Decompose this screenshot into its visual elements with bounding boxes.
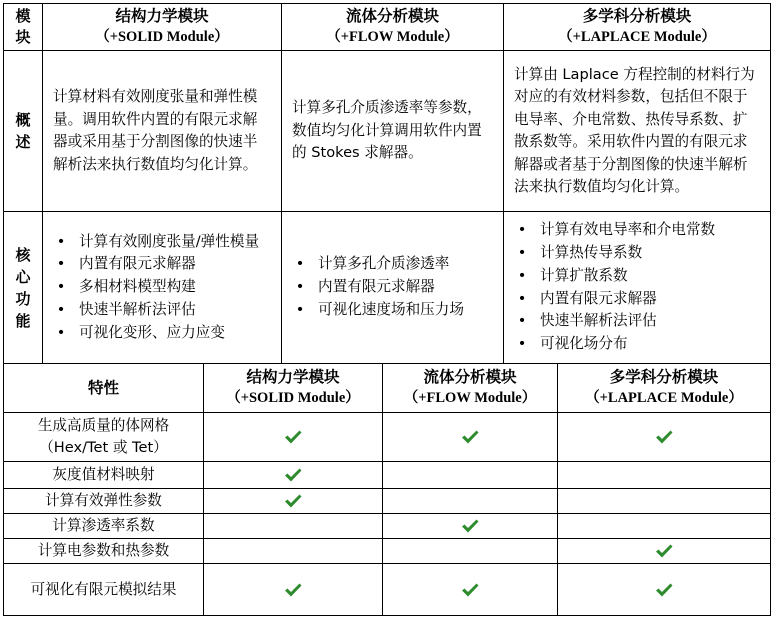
bullet-text: 计算热传导系数 — [540, 243, 643, 261]
checkmark-icon — [460, 581, 480, 599]
feature-bullet-item — [292, 253, 493, 276]
header-structure-module — [43, 4, 281, 50]
feature-check-cell — [383, 489, 557, 513]
core-flow-cell — [282, 212, 503, 363]
core-laplace-list — [514, 219, 760, 356]
feature-label: 计算渗透率系数 — [52, 517, 155, 534]
bullet-icon: • — [517, 335, 527, 353]
bullet-text: 计算有效刚度张量/弹性模量 — [79, 232, 260, 250]
feature-check-cell — [204, 413, 382, 461]
feature-bullet-item — [514, 288, 760, 311]
feature-row-label — [4, 462, 203, 488]
features-col-structure — [204, 364, 382, 412]
feature-bullet-item — [292, 299, 493, 322]
feature-check-cell — [383, 514, 557, 538]
bullet-icon: • — [56, 255, 66, 273]
checkmark-icon — [283, 466, 303, 484]
core-row-label — [4, 212, 42, 363]
overview-laplace-cell — [504, 51, 770, 211]
features-header-cell — [4, 364, 203, 412]
core-flow-list — [292, 253, 493, 321]
bullet-text: 内置有限元求解器 — [540, 289, 657, 307]
feature-bullet-item — [53, 299, 271, 322]
bullet-text: 快速半解析法评估 — [540, 312, 657, 330]
bullet-text: 内置有限元求解器 — [79, 255, 196, 273]
feature-check-cell — [204, 514, 382, 538]
feature-row-label — [4, 489, 203, 513]
corner-header — [4, 4, 42, 50]
feature-row-label — [4, 514, 203, 538]
feature-check-cell — [204, 564, 382, 615]
bullet-text: 计算扩散系数 — [540, 266, 628, 284]
overview-laplace-text: 计算由 Laplace 方程控制的材料行为对应的有效材料参数，包括但不限于电导率、介电常数、热传导系数、扩散系数等。采用软件内置的有限元求解器或者基于分割图像的快速半解析法来执行数值均匀化计算。 — [514, 65, 755, 195]
feature-bullet-item — [53, 322, 271, 345]
header-structure-sub: （+SOLID Module） — [95, 29, 229, 45]
feature-check-cell — [383, 462, 557, 488]
bullet-icon: • — [517, 243, 527, 261]
feature-label: 生成高质量的体网格（Hex/Tet 或 Tet） — [37, 417, 170, 456]
feature-label: 可视化有限元模拟结果 — [30, 580, 177, 598]
bullet-icon: • — [517, 312, 527, 330]
bullet-icon: • — [517, 221, 527, 239]
feature-check-cell — [558, 489, 770, 513]
checkmark-icon — [654, 542, 674, 560]
header-flow-title: 流体分析模块 — [345, 7, 439, 25]
features-header: 特性 — [87, 379, 119, 397]
bullet-icon: • — [56, 278, 66, 296]
bullet-icon: • — [295, 255, 305, 273]
feature-check-cell — [558, 514, 770, 538]
checkmark-icon — [654, 581, 674, 599]
feature-check-cell — [204, 462, 382, 488]
core-structure-cell — [43, 212, 281, 363]
feature-bullet-item — [53, 253, 271, 276]
checkmark-icon — [460, 517, 480, 535]
header-laplace-title: 多学科分析模块 — [582, 7, 692, 25]
feature-bullet-item — [292, 276, 493, 299]
feature-row-label — [4, 413, 203, 461]
checkmark-icon — [283, 492, 303, 510]
features-col-laplace — [558, 364, 770, 412]
feature-check-cell — [383, 539, 557, 563]
feature-label: 计算有效弹性参数 — [45, 492, 162, 509]
feature-row-label — [4, 564, 203, 615]
features-col-structure-sub: （+SOLID Module） — [226, 390, 360, 406]
bullet-icon: • — [295, 278, 305, 296]
header-laplace-module — [504, 4, 770, 50]
feature-check-cell — [558, 413, 770, 461]
bullet-text: 内置有限元求解器 — [318, 278, 435, 296]
bullet-icon: • — [517, 266, 527, 284]
header-flow-module — [282, 4, 503, 50]
checkmark-icon — [283, 581, 303, 599]
features-col-structure-title: 结构力学模块 — [246, 368, 340, 386]
feature-bullet-item — [53, 276, 271, 299]
feature-bullet-item — [514, 242, 760, 265]
bullet-text: 可视化速度场和压力场 — [318, 300, 464, 318]
overview-structure-cell — [43, 51, 281, 211]
feature-label: 灰度值材料映射 — [52, 466, 155, 483]
bullet-text: 计算多孔介质渗透率 — [318, 255, 450, 273]
corner-header-label: 模块 — [15, 7, 31, 46]
features-col-flow — [383, 364, 557, 412]
core-label: 核心功能 — [15, 245, 31, 330]
overview-flow-cell — [282, 51, 503, 211]
feature-check-cell — [383, 564, 557, 615]
bullet-icon: • — [56, 300, 66, 318]
bullet-icon: • — [517, 289, 527, 307]
feature-check-cell — [383, 413, 557, 461]
header-structure-title: 结构力学模块 — [115, 7, 209, 25]
bullet-text: 可视化场分布 — [540, 335, 628, 353]
overview-row-label — [4, 51, 42, 211]
feature-bullet-item — [514, 333, 760, 356]
feature-check-cell — [204, 539, 382, 563]
feature-bullet-item — [53, 231, 271, 254]
overview-label: 概述 — [15, 111, 31, 151]
feature-bullet-item — [514, 265, 760, 288]
bullet-text: 计算有效电导率和介电常数 — [540, 221, 716, 239]
core-structure-list — [53, 231, 271, 345]
checkmark-icon — [654, 428, 674, 446]
bullet-text: 可视化变形、应力应变 — [79, 323, 225, 341]
features-col-flow-title: 流体分析模块 — [423, 368, 517, 386]
overview-flow-text: 计算多孔介质渗透率等参数，数值均匀化计算调用软件内置的 Stokes 求解器。 — [292, 99, 482, 162]
feature-label: 计算电参数和热参数 — [37, 542, 170, 559]
features-col-laplace-title: 多学科分析模块 — [609, 368, 719, 386]
bullet-text: 快速半解析法评估 — [79, 300, 196, 318]
feature-row-label — [4, 539, 203, 563]
bullet-icon: • — [56, 323, 66, 341]
checkmark-icon — [283, 428, 303, 446]
features-col-flow-sub: （+FLOW Module） — [403, 390, 537, 406]
bullet-text: 多相材料模型构建 — [79, 278, 196, 296]
feature-check-cell — [558, 462, 770, 488]
bullet-icon: • — [295, 300, 305, 318]
feature-check-cell — [558, 564, 770, 615]
features-col-laplace-sub: （+LAPLACE Module） — [585, 390, 743, 406]
overview-structure-text: 计算材料有效刚度张量和弹性模量。调用软件内置的有限元求解器或采用基于分割图像的快速半解析法来执行数值均匀化计算。 — [53, 88, 258, 173]
feature-bullet-item — [514, 310, 760, 333]
checkmark-icon — [460, 428, 480, 446]
feature-bullet-item — [514, 219, 760, 242]
header-laplace-sub: （+LAPLACE Module） — [558, 29, 716, 45]
core-laplace-cell — [504, 212, 770, 363]
feature-check-cell — [558, 539, 770, 563]
header-flow-sub: （+FLOW Module） — [326, 29, 459, 45]
feature-check-cell — [204, 489, 382, 513]
bullet-icon: • — [56, 232, 66, 250]
